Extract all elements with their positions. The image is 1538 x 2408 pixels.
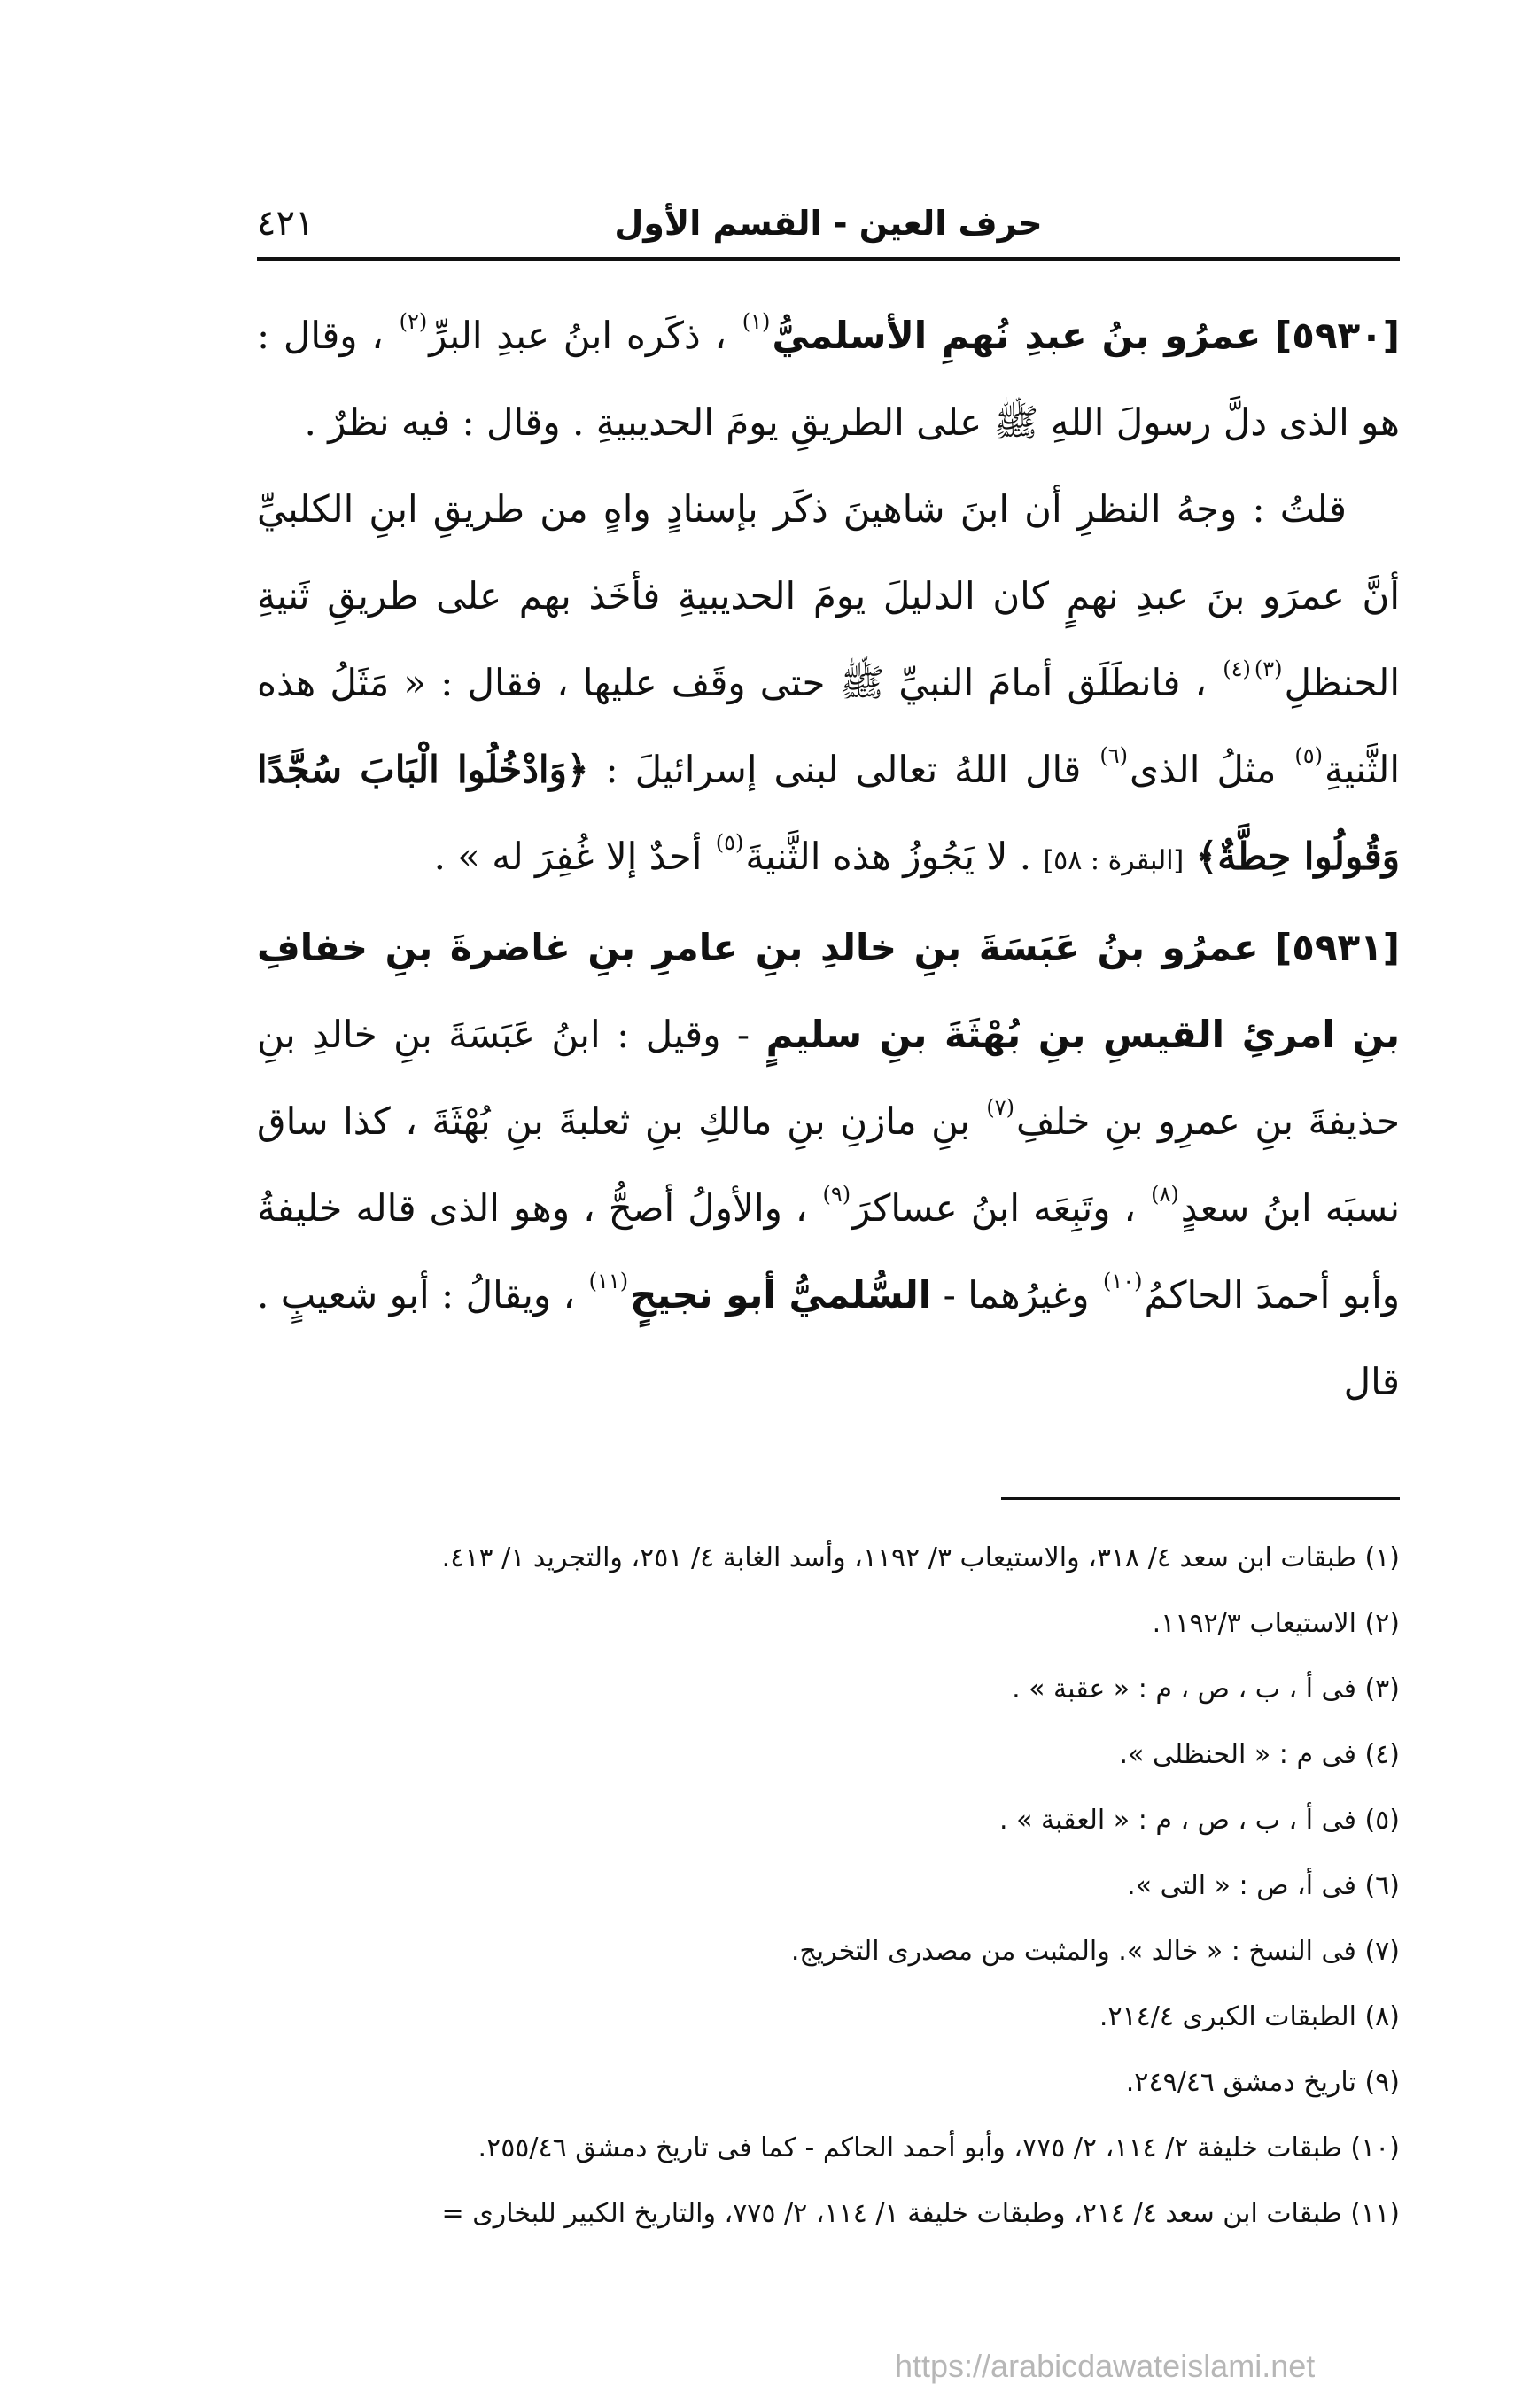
running-header [257,197,1400,250]
footnote-ref[interactable]: (١١) [588,1269,629,1293]
commentary-text: قال اللهُ تعالى لبنى إسرائيلَ : [605,748,1082,791]
entry-text: ، ذكَره ابنُ عبدِ البرِّ [429,314,726,357]
entry-name: عمرُو بنُ عَبَسَةَ بنِ خالدِ بنِ عامرِ بنِ غاضرةَ بنِ خفافِ بنِ امرئِ القيسِ بنِ بُهْثَةَ بنِ سليمٍ [257,926,1400,1056]
commentary-text: قلتُ : وجهُ النظرِ أن ابنَ شاهينَ ذكَر بإسنادٍ واهٍ من طريقِ ابنِ الكلبيِّ أنَّ عمرَو بنَ عبدِ نهمٍ كان الدليلَ يومَ الحديبيةِ فأخَذ بهم على طريقِ ثَنيةِ الحنظلِ [257,487,1400,704]
entry-text: - وقيل : ابنُ عَبَسَةَ بنِ خالدِ بنِ حذيفةَ بنِ عمرِو بنِ خلفِ [257,1013,1401,1143]
entry-text: وغيرُهما - [943,1273,1090,1317]
footnote-7: (٧) فى النسخ : « خالد ». والمثبت من مصدرى التخريج. [790,1936,1400,1967]
commentary-text: . لا يَجُوزُ هذه الثَّنيةَ [745,835,1032,878]
running-title: حرف العين - القسم الأول [614,204,1043,243]
page-number: ٤٢١ [257,203,315,244]
footnote-ref[interactable]: (١) [742,309,771,334]
entry-number: [٥٩٣٠] [1275,314,1400,357]
footnote-1: (١) طبقات ابن سعد ٤/ ٣١٨، والاستيعاب ٣/ ١١٩٢، وأسد الغابة ٤/ ٢٥١، والتجريد ١/ ٤١٣. [441,1542,1400,1573]
entry-text: بنِ مازنِ بنِ مالكِ بنِ ثعلبةَ بنِ بُهْثَةَ ، كذا ساق نسبَه ابنُ سعدٍ [257,1099,1401,1230]
footnote-9: (٩) تاريخ دمشق ٢٤٩/٤٦. [1125,2067,1400,2098]
footnote-2: (٢) الاستيعاب ١١٩٢/٣. [1152,1608,1400,1639]
entry-number: [٥٩٣١] [1275,926,1400,969]
commentary-text: ، فانطَلَق أمامَ النبيِّ ﷺ حتى وقَف عليها ، فقال : « مَثَلُ هذه الثَّنيةِ [257,661,1400,791]
footnote-ref[interactable]: (٩) [822,1182,851,1207]
footnote-10: (١٠) طبقات خليفة ٢/ ١١٤، ٢/ ٧٧٥، وأبو أحمد الحاكم - كما فى تاريخ دمشق ٢٥٥/٤٦. [478,2132,1400,2163]
footnote-ref[interactable]: (٢) [399,309,428,334]
header-rule [257,257,1400,261]
entry-5931 [257,905,1400,1425]
entry-text: ، ويقالُ : أبو شعيبٍ . قال [257,1273,1400,1403]
footnote-ref[interactable]: (٥) [715,830,744,855]
entry-text: ، وتَبِعَه ابنُ عساكرَ [852,1186,1137,1230]
footnote-ref[interactable]: (٦) [1099,743,1129,768]
entry-text: ، وقال : هو الذى دلَّ رسولَ اللهِ ﷺ على الطريقِ يومَ الحديبيةِ . وقال : فيه نظرٌ . [257,314,1400,444]
footnote-ref[interactable]: (٣) [1254,656,1283,681]
watermark-url[interactable]: https://arabicdawateislami.net [895,2348,1316,2384]
footnote-4: (٤) فى م : « الحنظلى ». [1119,1739,1400,1770]
quran-verse: ﴿وَادْخُلُوا الْبَابَ سُجَّدًا وَقُولُوا حِطَّةٌ﴾ [257,748,1400,878]
entry-name: عمرُو بنُ عبدِ نُهمِ الأسلميُّ [772,314,1262,357]
kunya: السُّلميُّ أبو نجيحٍ [630,1273,932,1317]
footnotes-list [239,1526,1400,2247]
entry-text: ، والأولُ أصحُّ ، وهو الذى قاله خليفةُ وأبو أحمدَ الحاكمُ [257,1186,1401,1317]
body-text [257,292,1400,1425]
footnote-ref[interactable]: (١٠) [1103,1269,1143,1293]
footnote-5: (٥) فى أ ، ب ، ص ، م : « العقبة » . [999,1805,1400,1836]
footnote-ref[interactable]: (٥) [1294,743,1323,768]
commentary-paragraph [257,466,1400,905]
commentary-text: أحدٌ إلا غُفِرَ له » . [433,835,703,878]
footnote-ref[interactable]: (٨) [1151,1182,1179,1207]
footnote-8: (٨) الطبقات الكبرى ٢١٤/٤. [1099,2001,1400,2032]
entry-5930 [257,292,1400,466]
commentary-text: مثلُ الذى [1130,748,1277,791]
footnote-6: (٦) فى أ، ص : « التى ». [1127,1870,1400,1901]
footnote-ref[interactable]: (٧) [986,1095,1015,1120]
footnote-rule [1001,1497,1400,1500]
quran-reference: [البقرة : ٥٨] [1043,845,1185,876]
footnote-3: (٣) فى أ ، ب ، ص ، م : « عقبة » . [1012,1674,1400,1705]
footnote-ref[interactable]: (٤) [1223,656,1251,681]
footnote-11: (١١) طبقات ابن سعد ٤/ ٢١٤، وطبقات خليفة ١/ ١١٤، ٢/ ٧٧٥، والتاريخ الكبير للبخارى = [441,2198,1400,2229]
